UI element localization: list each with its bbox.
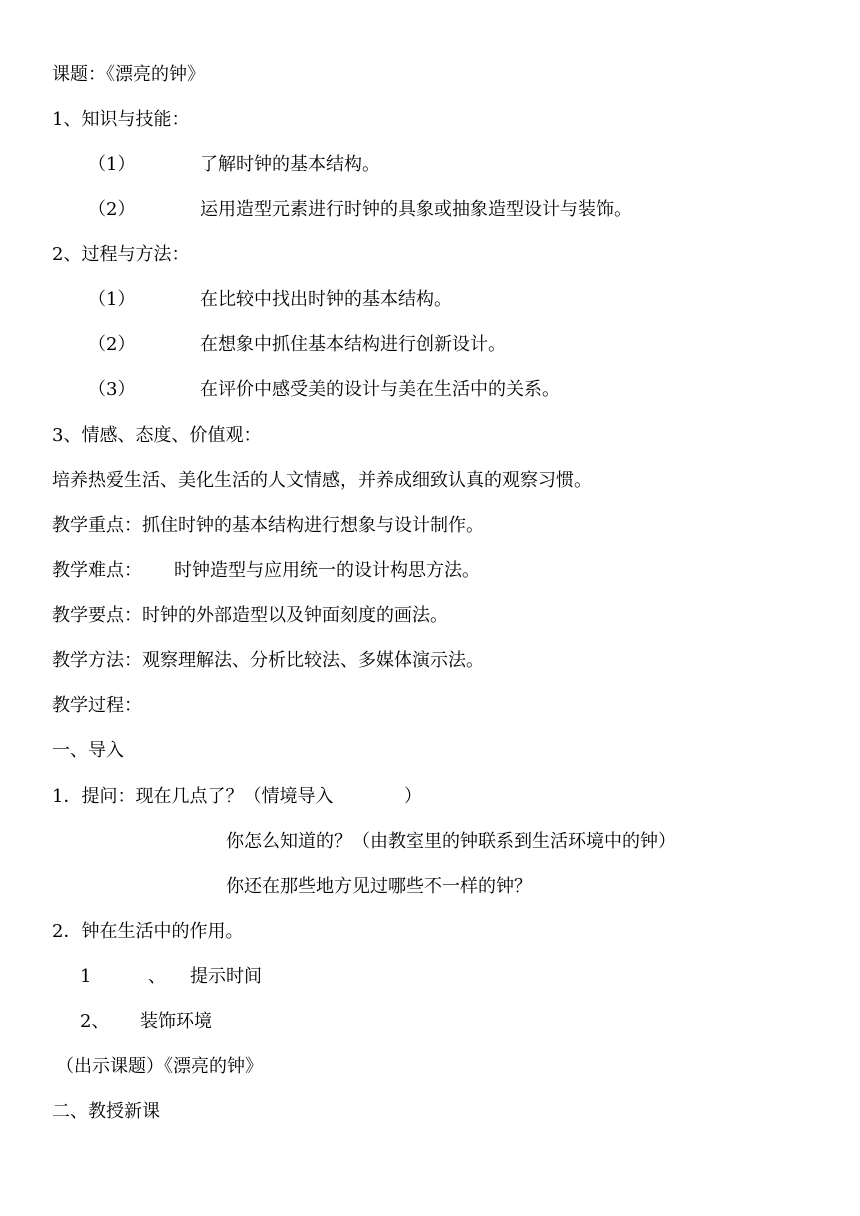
section-3-text: 培养热爱生活、美化生活的人文情感，并养成细致认真的观察习惯。 xyxy=(52,470,592,491)
question-1-sub-2: 你还在那些地方见过哪些不一样的钟？ xyxy=(226,876,532,897)
key-point: 教学重点：抓住时钟的基本结构进行想象与设计制作。 xyxy=(52,515,484,536)
section-2-heading: 2、过程与方法： xyxy=(52,244,190,265)
part-1-heading: 一、导入 xyxy=(52,740,124,761)
q2-item-1-num: 1 xyxy=(80,966,92,987)
q2-item-1-text: 提示时间 xyxy=(190,966,262,987)
s1-item-1-text: 了解时钟的基本结构。 xyxy=(200,154,380,175)
s2-item-2-num: （2） xyxy=(88,334,136,355)
question-1-sub-1: 你怎么知道的？（由教室里的钟联系到生活环境中的钟） xyxy=(226,831,676,852)
q2-item-2-num: 2、 xyxy=(80,1011,110,1032)
methods: 教学方法：观察理解法、分析比较法、多媒体演示法。 xyxy=(52,650,484,671)
process-heading: 教学过程： xyxy=(52,695,142,716)
question-1-close: ） xyxy=(404,786,422,807)
s2-item-1-num: （1） xyxy=(88,289,136,310)
section-3-heading: 3、情感、态度、价值观： xyxy=(52,425,262,446)
s2-item-3-num: （3） xyxy=(88,379,136,400)
part-2-heading: 二、教授新课 xyxy=(52,1101,160,1122)
s2-item-3-text: 在评价中感受美的设计与美在生活中的关系。 xyxy=(200,379,560,400)
q2-item-1-sep: 、 xyxy=(148,966,166,987)
q2-item-2-text: 装饰环境 xyxy=(140,1011,212,1032)
lesson-title: 课题：《漂亮的钟》 xyxy=(52,64,205,85)
question-2: 2．钟在生活中的作用。 xyxy=(52,921,244,942)
s2-item-1-text: 在比较中找出时钟的基本结构。 xyxy=(200,289,452,310)
essentials: 教学要点：时钟的外部造型以及钟面刻度的画法。 xyxy=(52,605,448,626)
difficulty-text: 时钟造型与应用统一的设计构思方法。 xyxy=(174,560,480,581)
s1-item-1-num: （1） xyxy=(88,154,136,175)
section-1-heading: 1、知识与技能： xyxy=(52,109,190,130)
question-1: 1．提问：现在几点了？（情境导入 xyxy=(52,786,334,807)
show-title: （出示课题）《漂亮的钟》 xyxy=(56,1056,263,1077)
difficulty-label: 教学难点： xyxy=(52,560,142,581)
s2-item-2-text: 在想象中抓住基本结构进行创新设计。 xyxy=(200,334,506,355)
s1-item-2-text: 运用造型元素进行时钟的具象或抽象造型设计与装饰。 xyxy=(200,199,632,220)
s1-item-2-num: （2） xyxy=(88,199,136,220)
